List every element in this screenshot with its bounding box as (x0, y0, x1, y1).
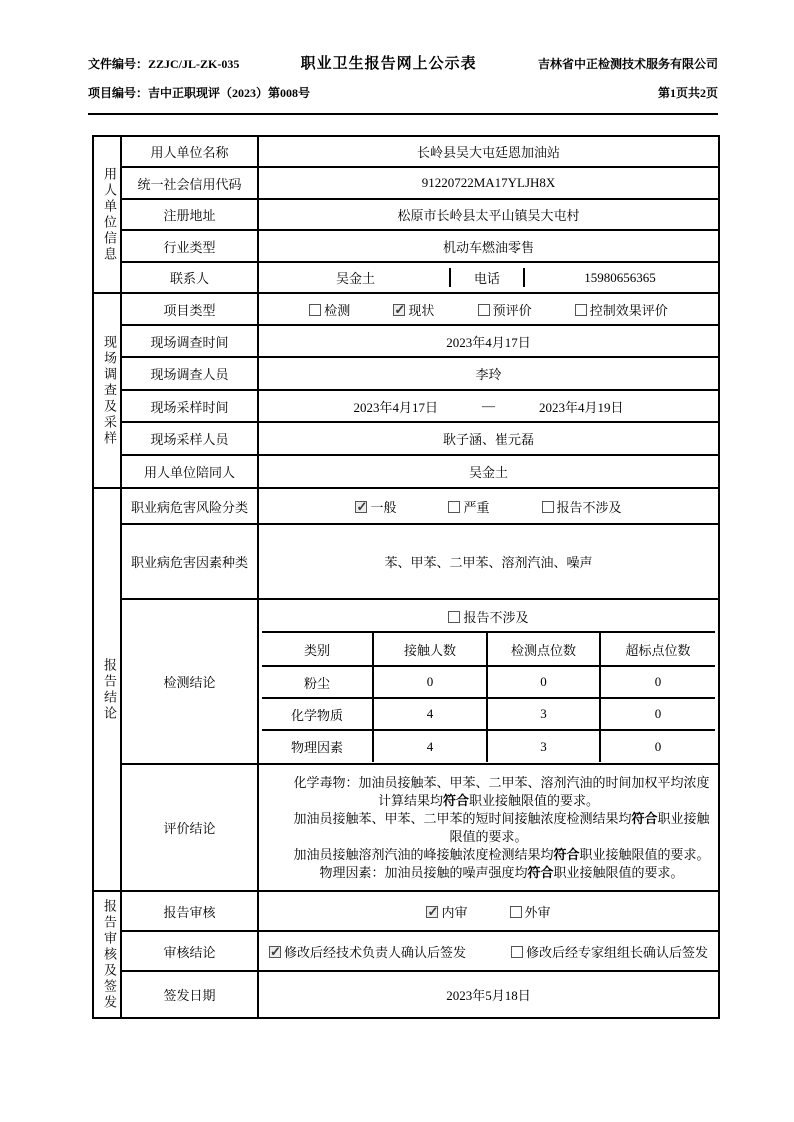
date-range-dash: — (482, 398, 495, 413)
checkbox-icon (269, 946, 281, 958)
option-xianzhuang (393, 300, 434, 319)
field-value-issue-date: 2023年5月18日 (258, 971, 719, 1018)
field-value-survey-date: 2023年4月17日 (258, 325, 719, 357)
field-label-sampling-staff: 现场采样人员 (121, 422, 258, 455)
page-indicator: 第1页共2页 (657, 86, 718, 100)
field-label-address: 注册地址 (121, 199, 258, 230)
field-label-evaluation: 评价结论 (121, 764, 258, 891)
field-value-evaluation (258, 764, 719, 891)
option-detection-na (448, 607, 528, 626)
field-label-survey-date: 现场调查时间 (121, 325, 258, 357)
checkbox-icon (511, 946, 523, 958)
detection-header-exposed: 接触人数 (372, 633, 486, 665)
checkbox-label: 修改后经专家组组长确认后签发 (525, 944, 708, 960)
detection-header-points: 检测点位数 (486, 633, 599, 665)
checkbox-icon (448, 611, 460, 623)
field-label-credit-code: 统一社会信用代码 (121, 167, 258, 199)
checkbox-label: 检测 (324, 302, 351, 318)
section-conclusion-label: 报告结论 (102, 657, 117, 722)
section-conclusion (93, 488, 121, 891)
detection-cell: 粉尘 (262, 665, 372, 697)
option-expert-leader-sign (511, 942, 708, 961)
detection-cell: 0 (599, 729, 715, 762)
option-yanzhong (448, 497, 489, 516)
checkbox-icon (478, 304, 490, 316)
sampling-date-from: 2023年4月17日 (353, 399, 438, 415)
form-table (92, 135, 720, 1019)
field-label-hazard-factors: 职业病危害因素种类 (121, 524, 258, 599)
phone-number: 15980656365 (584, 269, 656, 285)
checkbox-label: 外审 (524, 904, 551, 920)
field-label-survey-staff: 现场调查人员 (121, 357, 258, 390)
checkbox-icon (393, 304, 405, 316)
option-neishen (426, 902, 467, 921)
section-approval-label: 报告审核及签发 (102, 898, 117, 1011)
checkbox-label: 内审 (441, 904, 468, 920)
checkbox-label: 一般 (370, 499, 397, 515)
field-value-sampling-staff: 耿子涵、崔元磊 (258, 422, 719, 455)
page-title: 职业卫生报告网上公示表 (300, 56, 477, 72)
section-employer-label: 用人单位信息 (102, 166, 117, 263)
option-kongzhi-xiaoguo (575, 300, 668, 319)
option-baogao-bushiji (542, 497, 622, 516)
phone-label: 电话 (449, 268, 525, 287)
detection-cell: 物理因素 (262, 729, 372, 762)
checkbox-label: 修改后经技术负责人确认后签发 (284, 944, 467, 960)
field-label-review-conclusion: 审核结论 (121, 931, 258, 971)
section-employer (93, 136, 121, 293)
detection-header-exceed: 超标点位数 (599, 633, 715, 665)
field-label-sampling-time: 现场采样时间 (121, 390, 258, 422)
evaluation-paragraph: 加油员接触溶剂汽油的峰接触浓度检测结果均符合职业接触限值的要求。 (293, 846, 710, 862)
field-value-project-type (258, 293, 719, 325)
document-header (88, 52, 718, 115)
field-label-risk-class: 职业病危害风险分类 (121, 488, 258, 524)
detection-cell: 0 (486, 665, 599, 697)
field-value-survey-staff: 李玲 (258, 357, 719, 390)
evaluation-paragraph: 加油员接触苯、甲苯、二甲苯的短时间接触浓度检测结果均符合职业接触限值的要求。 (293, 810, 710, 844)
doc-number: 文件编号：ZZJC/JL-ZK-035 (88, 57, 240, 71)
checkbox-icon (510, 906, 522, 918)
field-value-credit-code: 91220722MA17YLJH8X (258, 167, 719, 199)
field-value-hazard-factors: 苯、甲苯、二甲苯、溶剂汽油、噪声 (258, 524, 719, 599)
option-tech-leader-sign (269, 942, 466, 961)
detection-cell: 4 (372, 697, 486, 729)
checkbox-icon (448, 501, 460, 513)
field-value-review-conclusion (258, 931, 719, 971)
checkbox-label: 预评价 (492, 302, 532, 318)
detection-cell: 0 (599, 665, 715, 697)
contact-name: 吴金土 (335, 271, 375, 286)
field-label-contact: 联系人 (121, 262, 258, 293)
checkbox-label: 严重 (463, 499, 490, 515)
field-value-contact (258, 262, 719, 293)
field-value-review (258, 891, 719, 931)
checkbox-icon (542, 501, 554, 513)
field-value-industry: 机动车燃油零售 (258, 230, 719, 262)
detection-table (262, 633, 715, 762)
field-label-accompany: 用人单位陪同人 (121, 455, 258, 488)
option-yupingjia (478, 300, 532, 319)
field-label-project-type: 项目类型 (121, 293, 258, 325)
checkbox-label: 控制效果评价 (589, 302, 668, 318)
field-label-issue-date: 签发日期 (121, 971, 258, 1018)
evaluation-paragraph: 物理因素：加油员接触的噪声强度均符合职业接触限值的要求。 (319, 864, 684, 880)
checkbox-label: 报告不涉及 (463, 609, 529, 625)
checkbox-icon (355, 501, 367, 513)
detection-header-category: 类别 (303, 642, 330, 658)
checkbox-label: 现状 (408, 302, 435, 318)
detection-results (258, 599, 719, 764)
section-approval (93, 891, 121, 1018)
detection-cell: 化学物质 (262, 697, 372, 729)
checkbox-icon (426, 906, 438, 918)
field-value-address: 松原市长岭县太平山镇吴大屯村 (258, 199, 719, 230)
checkbox-label: 报告不涉及 (556, 499, 622, 515)
company-name: 吉林省中正检测技术服务有限公司 (537, 57, 718, 71)
field-value-risk-class (258, 488, 719, 524)
detection-cell: 3 (486, 697, 599, 729)
option-jiance (309, 300, 350, 319)
field-value-employer-name: 长岭县吴大屯廷恩加油站 (258, 136, 719, 167)
field-label-employer-name: 用人单位名称 (121, 136, 258, 167)
evaluation-paragraph: 化学毒物：加油员接触苯、甲苯、二甲苯、溶剂汽油的时间加权平均浓度计算结果均符合职业接触限值的要求。 (293, 774, 710, 808)
option-waishen (510, 902, 551, 921)
checkbox-icon (309, 304, 321, 316)
section-survey-label: 现场调查及采样 (102, 334, 117, 447)
sampling-date-to: 2023年4月19日 (539, 399, 624, 415)
detection-cell: 0 (372, 665, 486, 697)
field-value-sampling-time (258, 390, 719, 422)
detection-cell: 0 (599, 697, 715, 729)
field-label-detection: 检测结论 (121, 599, 258, 764)
option-yiban (355, 497, 396, 516)
section-survey (93, 293, 121, 488)
detection-cell: 3 (486, 729, 599, 762)
checkbox-icon (575, 304, 587, 316)
field-label-review: 报告审核 (121, 891, 258, 931)
detection-cell: 4 (372, 729, 486, 762)
field-value-accompany: 吴金土 (258, 455, 719, 488)
project-number: 项目编号：吉中正职现评（2023）第008号 (88, 86, 311, 100)
field-label-industry: 行业类型 (121, 230, 258, 262)
